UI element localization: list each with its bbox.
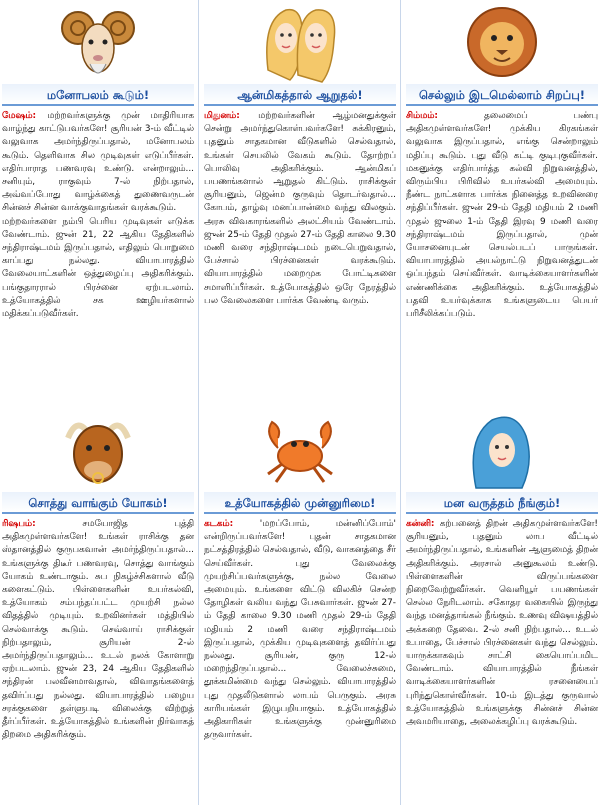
sign-section-simmam	[406, 0, 598, 321]
column-divider	[198, 0, 199, 805]
horoscope-paragraph: கன்னி: கற்பனைத் திறன் அதிகமுள்ளவர்களே! சூரியனும், புதனும் லாப வீட்டில் அமர்ந்திருப்பதால், உங்களின் ஆளுமைத் திறன் அதிகரிக்கும். அரசால் அனுகூலம் உண்டு. பிள்ளைகளின் விருப்பங்களை நிறைவேற்றுவீர்கள். வெளியூர் பயணங்கள் செல்ல நேரிடலாம். சகோதர வகையில் இருந்து வந்த மனத்தாங்கல் நீங்கும். உணவு விஷயத்தில் அக்கறை தேவை. 2-ல் சனி நிற்பதால்... உடல் உபாதை, பேச்சால் பிரச்னைகள் வந்து செல்லும். யாருக்காகவும் சாட்சி கையொப்பமிட வேண்டாம். வியாபாரத்தில் நீங்கள் வாடிக்கையாளர்களின் ரசனையைப் புரிந்துகொள்வீர்கள். 10-ம் இடத்து குருவால் உத்யோகத்தில் உங்களுக்கு சின்னச் சின்ன அவமரியாதை, அலைக்கழிப்பு வரக்கூடும்.	[406, 519, 598, 728]
sign-name: மிதுனம்	[204, 111, 237, 121]
section-heading: செல்லும் இடமெல்லாம் சிறப்பு!	[406, 84, 598, 106]
virgo-maiden-icon	[406, 408, 598, 492]
paragraph-text: சமயோஜித புத்தி அதிகமுள்ளவர்களே! உங்கள் ராசிக்கு தன ஸ்தானத்தில் குருபகவான் அமர்ந்திருப்பதால்... உங்களுக்கு திடீர் பணவரவு, சொத்து வாங்கும் யோகம் உண்டாகும். சுப நிகழ்ச்சிகளால் வீடு களைகட்டும். பிள்ளைகளின் உயர்கல்வி, உத்யோகம் சம்பந்தப்பட்ட முயற்சி நல்ல விதத்தில் முடியும். உறவினர்கள் மத்தியில் செல்வாக்கு கூடும். செவ்வாய் ராசிக்குள் நிற்பதாலும், சூரியன் 2-ல் அமர்ந்திருப்பதாலும்... உடல் நலக் கோளாறு ஏற்படலாம். ஜுன் 23, 24 ஆகிய தேதிகளில் சந்திரன் பலவீனமாவதால், விவாதங்களைத் தவிர்ப்பது நல்லது. வியாபாரத்தில் பழைய சரக்குகளை தள்ளுபடி விலைக்கு விற்றுத் தீர்ப்பீர்கள். உத்யோகத்தில் உங்களின் நிர்வாகத் திறமை அதிகரிக்கும்.	[2, 519, 195, 741]
ram-icon	[2, 0, 194, 84]
sign-section-rishabam	[2, 408, 194, 742]
sign-name: ரிஷபம்	[2, 519, 33, 529]
paragraph-text: 'மறப்போம், மன்னிப்போம்' என்றிருப்பவர்களே! புதன் சாதகமான நட்சத்திரத்தில் செல்வதால், வீடு, வாகனத்தை சீர் செய்வீர்கள். புது வேலைக்கு முயற்சிப்பவர்களுக்கு, நல்ல வேலை அமையும். உங்களை விட்டு விலகிச் சென்ற தோழிகள் வலிய வந்து பேசுவார்கள். ஜுன் 27-ம் தேதி காலை 9.30 மணி முதல் 29-ம் தேதி மதியம் 2 மணி வரை சந்திராஷ்டமம் இருப்பதால், முக்கிய முடிவுகளைத் தவிர்ப்பது நல்லது. சூரியன், குரு 12-ல் மறைந்திருப்பதால்... வேலைச்சுமை, தூக்கமின்மை வந்து செல்லும். வியாபாரத்தில் புது முதலீடுகளால் லாபம் பெருகும். அரசு காரியங்கள் இழுபறியாகும். உத்யோகத்தில் அதிகாரிகள் உங்களுக்கு முன்னுரிமை தருவார்கள்.	[204, 519, 396, 741]
sign-name: கன்னி	[406, 519, 431, 529]
sign-name: சிம்மம்	[406, 111, 435, 121]
sign-section-kanni	[406, 408, 598, 729]
paragraph-text: மற்றவர்களுக்கு முன் மாதிரியாக வாழ்ந்து காட்டுபவர்களே! சூரியன் 3-ம் வீட்டில் வலுவாக அமர்ந்திருப்பதால், மனோபலம் கூடும். தெளிவாக சில முடிவுகள் எடுப்பீர்கள். எதிர்பாராத பணவரவு உண்டு. என்றாலும்... சனியும், ராகுவும் 7-ல் நிற்பதால், அவ்வப்போது வாழ்க்கைத் துணைவருடன் சின்னச் சின்ன வாக்குவாதங்கள் வரக்கூடும்.	[2, 111, 194, 214]
section-heading: சொத்து வாங்கும் யோகம்!	[2, 492, 194, 514]
sign-section-kadagam	[204, 408, 396, 742]
sign-section-mithunam	[204, 0, 396, 308]
sign-section-mesham	[2, 0, 194, 321]
section-heading: மனோபலம் கூடும்!	[2, 84, 194, 106]
horoscope-paragraph: மற்றவர்களை நம்பி பெரிய முடிவுகள் எடுக்க வேண்டாம். ஜுன் 21, 22 ஆகிய தேதிகளில் சந்திராஷ்டமம் இருப்பதால், எதிலும் பொறுமை காப்பது நல்லது. வியாபாரத்தில் வேலையாட்களின் ஒத்துழைப்பு அதிகரிக்கும். பங்குதாரரால் பிரச்னை ஏற்படலாம். உத்யோகத்தில் சக ஊழியர்களால் மதிக்கப்படுவீர்கள்.	[2, 216, 194, 320]
section-heading: ஆன்மிகத்தால் ஆறுதல்!	[204, 84, 396, 106]
lion-icon	[406, 0, 598, 84]
twins-icon	[204, 0, 396, 84]
horoscope-paragraph: மிதுனம்: மற்றவர்களின் ஆழ்மனதுக்குள் சென்று அமர்ந்துகொள்பவர்களே! சுக்கிரனும், புதனும் சாதகமான வீடுகளில் செல்வதால், உங்கள் செயலில் வேகம் கூடும். தோற்றப் பொலிவு அதிகரிக்கும். ஆன்மிகப் பயணங்களால் ஆறுதல் கிட்டும். ராசிக்குள் சூரியனும், ஜென்ம குருவும் தொடர்வதால்... கோபம், தாழ்வு மனப்பான்மை வந்து விலகும். அரசு விவகாரங்களில் அலட்சியம் வேண்டாம். ஜுன் 25-ம் தேதி முதல் 27-ம் தேதி காலை 9.30 மணி வரை சந்திராஷ்டமம் நடைபெறுவதால், பேச்சால் பிரச்னைகள் வரக்கூடும். வியாபாரத்தில் மறைமுக போட்டிகளை சமாளிப்பீர்கள். உத்யோகத்தில் ஒரே நேரத்தில் பல வேலைகளை பார்க்க வேண்டி வரும்.	[204, 111, 396, 306]
bull-icon	[2, 408, 194, 492]
section-heading: மன வருத்தம் நீங்கும்!	[406, 492, 598, 514]
crab-icon	[204, 408, 396, 492]
horoscope-paragraph: கடகம்: 'மறப்போம், மன்னிப்போம்' என்றிருப்பவர்களே! புதன் சாதகமான நட்சத்திரத்தில் செல்வதால், வீடு, வாகனத்தை சீர் செய்வீர்கள். புது வேலைக்கு முயற்சிப்பவர்களுக்கு, நல்ல வேலை அமையும். உங்களை விட்டு விலகிச் சென்ற தோழிகள் வலிய வந்து பேசுவார்கள். ஜுன் 27-ம் தேதி காலை 9.30 மணி முதல் 29-ம் தேதி மதியம் 2 மணி வரை சந்திராஷ்டமம் இருப்பதால், முக்கிய முடிவுகளைத் தவிர்ப்பது நல்லது. சூரியன், குரு 12-ல் மறைந்திருப்பதால்... வேலைச்சுமை, தூக்கமின்மை வந்து செல்லும். வியாபாரத்தில் புது முதலீடுகளால் லாபம் பெருகும். அரசு காரியங்கள் இழுபறியாகும். உத்யோகத்தில் அதிகாரிகள் உங்களுக்கு முன்னுரிமை தருவார்கள்.	[204, 519, 396, 741]
paragraph-text: மற்றவர்களின் ஆழ்மனதுக்குள் சென்று அமர்ந்துகொள்பவர்களே! சுக்கிரனும், புதனும் சாதகமான வீடுகளில் செல்வதால், உங்கள் செயலில் வேகம் கூடும். தோற்றப் பொலிவு அதிகரிக்கும். ஆன்மிகப் பயணங்களால் ஆறுதல் கிட்டும். ராசிக்குள் சூரியனும், ஜென்ம குருவும் தொடர்வதால்... கோபம், தாழ்வு மனப்பான்மை வந்து விலகும். அரசு விவகாரங்களில் அலட்சியம் வேண்டாம். ஜுன் 25-ம் தேதி முதல் 27-ம் தேதி காலை 9.30 மணி வரை சந்திராஷ்டமம் நடைபெறுவதால், பேச்சால் பிரச்னைகள் வரக்கூடும். வியாபாரத்தில் மறைமுக போட்டிகளை சமாளிப்பீர்கள். உத்யோகத்தில் ஒரே நேரத்தில் பல வேலைகளை பார்க்க வேண்டி வரும்.	[204, 111, 396, 306]
section-heading: உத்யோகத்தில் முன்னுரிமை!	[204, 492, 396, 514]
paragraph-text: கற்பனைத் திறன் அதிகமுள்ளவர்களே! சூரியனும், புதனும் லாப வீட்டில் அமர்ந்திருப்பதால், உங்களின் ஆளுமைத் திறன் அதிகரிக்கும். அரசால் அனுகூலம் உண்டு. பிள்ளைகளின் விருப்பங்களை நிறைவேற்றுவீர்கள். வெளியூர் பயணங்கள் செல்ல நேரிடலாம். சகோதர வகையில் இருந்து வந்த மனத்தாங்கல் நீங்கும். உணவு விஷயத்தில் அக்கறை தேவை. 2-ல் சனி நிற்பதால்... உடல் உபாதை, பேச்சால் பிரச்னைகள் வந்து செல்லும். யாருக்காகவும் சாட்சி கையொப்பமிட வேண்டாம். வியாபாரத்தில் நீங்கள் வாடிக்கையாளர்களின் ரசனையைப் புரிந்துகொள்வீர்கள். 10-ம் இடத்து குருவால் உத்யோகத்தில் உங்களுக்கு சின்னச் சின்ன அவமரியாதை, அலைக்கழிப்பு வரக்கூடும்.	[406, 519, 598, 728]
horoscope-paragraph: மேஷம்: மற்றவர்களுக்கு முன் மாதிரியாக வாழ்ந்து காட்டுபவர்களே! சூரியன் 3-ம் வீட்டில் வலுவாக அமர்ந்திருப்பதால், மனோபலம் கூடும். தெளிவாக சில முடிவுகள் எடுப்பீர்கள். எதிர்பாராத பணவரவு உண்டு. என்றாலும்... சனியும், ராகுவும் 7-ல் நிற்பதால், அவ்வப்போது வாழ்க்கைத் துணைவருடன் சின்னச் சின்ன வாக்குவாதங்கள் வரக்கூடும்.	[2, 111, 194, 214]
column-divider	[400, 0, 401, 805]
paragraph-text: தலைமைப் பண்பு அதிகமுள்ளவர்களே! முக்கிய கிரகங்கள் வலுவாக இருப்பதால், எங்கு சென்றாலும் மதிப்பு கூடும். புது வீடு கட்டி குடிபுகுவீர்கள். மகனுக்கு எதிர்பார்த்த கல்வி நிறுவனத்தில், விரும்பிய பிரிவில் உயர்கல்வி அமையும். நீண்ட நாட்களாக பார்க்க நினைத்த உறவினரை சந்திப்பீர்கள். ஜுன் 29-ம் தேதி மதியம் 2 மணி முதல் ஜுலை 1-ம் தேதி இரவு 9 மணி வரை சந்திராஷ்டமம் இருப்பதால், முன் யோசனையுடன் செயல்படப் பாருங்கள். வியாபாரத்தில் அயல்நாட்டு நிறுவனத்துடன் ஒப்பந்தம் செய்வீர்கள். வாடிக்கையாளர்களின் எண்ணிக்கை அதிகரிக்கும். உத்யோகத்தில் பதவி உயர்வுக்காக உங்களுடைய பெயர் பரிசீலிக்கப்படும்.	[406, 111, 599, 320]
horoscope-paragraph: ரிஷபம்: சமயோஜித புத்தி அதிகமுள்ளவர்களே! உங்கள் ராசிக்கு தன ஸ்தானத்தில் குருபகவான் அமர்ந்திருப்பதால்... உங்களுக்கு திடீர் பணவரவு, சொத்து வாங்கும் யோகம் உண்டாகும். சுப நிகழ்ச்சிகளால் வீடு களைகட்டும். பிள்ளைகளின் உயர்கல்வி, உத்யோகம் சம்பந்தப்பட்ட முயற்சி நல்ல விதத்தில் முடியும். உறவினர்கள் மத்தியில் செல்வாக்கு கூடும். செவ்வாய் ராசிக்குள் நிற்பதாலும், சூரியன் 2-ல் அமர்ந்திருப்பதாலும்... உடல் நலக் கோளாறு ஏற்படலாம். ஜுன் 23, 24 ஆகிய தேதிகளில் சந்திரன் பலவீனமாவதால், விவாதங்களைத் தவிர்ப்பது நல்லது. வியாபாரத்தில் பழைய சரக்குகளை தள்ளுபடி விலைக்கு விற்றுத் தீர்ப்பீர்கள். உத்யோகத்தில் உங்களின் நிர்வாகத் திறமை அதிகரிக்கும்.	[2, 519, 195, 741]
horoscope-paragraph: சிம்மம்: தலைமைப் பண்பு அதிகமுள்ளவர்களே! முக்கிய கிரகங்கள் வலுவாக இருப்பதால், எங்கு சென்றாலும் மதிப்பு கூடும். புது வீடு கட்டி குடிபுகுவீர்கள். மகனுக்கு எதிர்பார்த்த கல்வி நிறுவனத்தில், விரும்பிய பிரிவில் உயர்கல்வி அமையும். நீண்ட நாட்களாக பார்க்க நினைத்த உறவினரை சந்திப்பீர்கள். ஜுன் 29-ம் தேதி மதியம் 2 மணி முதல் ஜுலை 1-ம் தேதி இரவு 9 மணி வரை சந்திராஷ்டமம் இருப்பதால், முன் யோசனையுடன் செயல்படப் பாருங்கள். வியாபாரத்தில் அயல்நாட்டு நிறுவனத்துடன் ஒப்பந்தம் செய்வீர்கள். வாடிக்கையாளர்களின் எண்ணிக்கை அதிகரிக்கும். உத்யோகத்தில் பதவி உயர்வுக்காக உங்களுடைய பெயர் பரிசீலிக்கப்படும்.	[406, 111, 599, 320]
sign-name: கடகம்	[204, 519, 230, 529]
sign-name: மேஷம்	[2, 111, 33, 121]
